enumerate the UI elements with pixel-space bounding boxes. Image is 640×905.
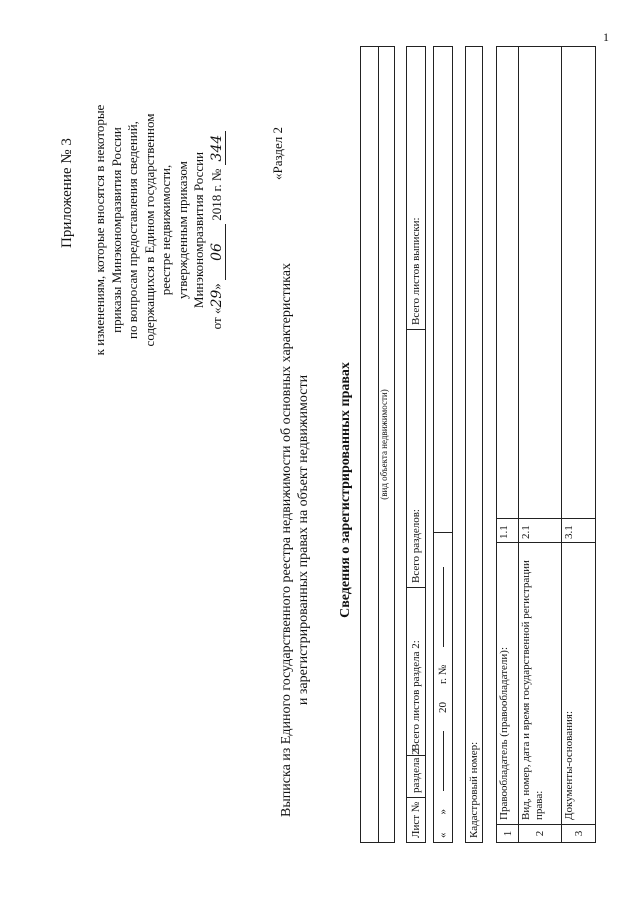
handwritten-month: 06 (209, 224, 227, 280)
rights-table (496, 46, 596, 843)
handwritten-day: 29 (208, 289, 225, 308)
sheet-number-label: Лист № (407, 797, 425, 842)
table-row (562, 47, 595, 842)
row-label: Вид, номер, дата и время государственной регистрации права: (519, 542, 561, 824)
date-year: 2018 г. № (208, 168, 224, 221)
row-value-cell[interactable] (562, 47, 595, 518)
row-number: 3 (562, 824, 595, 842)
total-sheets-extract-label: Всего листов выписки: (410, 217, 422, 325)
document-title-line: Выписка из Единого государственного реестра недвижимости об основных характеристиках (279, 263, 294, 817)
month-blank (443, 731, 444, 791)
table-row (497, 47, 519, 842)
amend-line: содержащихся в Едином государственном (141, 113, 157, 347)
order-date-line (209, 60, 227, 400)
appendix-title: Приложение № 3 (59, 138, 75, 248)
cadastral-row (465, 46, 483, 843)
table-row (519, 47, 562, 842)
open-quote: « (437, 832, 449, 838)
date-prefix: от « (208, 307, 224, 330)
page-number: 1 (603, 30, 609, 44)
row-code: 1.1 (497, 518, 518, 542)
section-title: Сведения о зарегистрированных правах (338, 362, 353, 618)
extract-number-blank (443, 567, 444, 647)
amend-line: утвержденным приказом (174, 161, 190, 299)
amend-line: приказы Минэкономразвития России (108, 127, 124, 333)
row-code: 2.1 (519, 518, 561, 542)
date-row-empty-cell (434, 47, 452, 532)
object-type-caption: (вид объекта недвижимости) (379, 389, 389, 500)
row-value-cell[interactable] (497, 47, 518, 518)
amend-line: по вопросам предоставления сведений, (125, 121, 140, 339)
cadastral-number-label: Кадастровый номер: (468, 741, 480, 838)
rotated-form (20, 20, 620, 880)
row-label: Правообладатель (правообладатели): (497, 542, 518, 824)
row-code: 3.1 (562, 518, 595, 542)
date-quote: » (208, 283, 224, 290)
document-title (278, 260, 312, 820)
document-title-line: и зарегистрированных правах на объект недвижимости (296, 374, 311, 706)
year-prefix: 20 (437, 702, 449, 713)
row-number: 1 (497, 824, 518, 842)
amendment-reference (92, 60, 226, 400)
object-type-field[interactable] (361, 47, 379, 842)
section-label: «Раздел 2 (270, 126, 285, 180)
amend-line: Минэкономразвития России (191, 151, 206, 309)
amend-line: реестре недвижимости, (158, 164, 173, 296)
total-sections-label: Всего разделов: (407, 329, 425, 587)
row-value-cell[interactable] (519, 47, 561, 518)
handwritten-order-number: 344 (209, 131, 227, 166)
extract-date-cell[interactable] (434, 532, 452, 842)
year-suffix: г. № (437, 664, 449, 684)
sheets-row (406, 46, 426, 843)
date-row (433, 46, 453, 843)
total-sheets-section2-label: Всего листов раздела 2: (407, 587, 425, 755)
section2-label: раздела 2 (407, 755, 425, 797)
row-number: 2 (519, 824, 561, 842)
close-quote: » (437, 809, 449, 815)
object-type-box (360, 46, 395, 843)
row-label: Документы-основания: (562, 542, 595, 824)
amend-line: к изменениям, которые вносятся в некоторые (92, 104, 107, 356)
